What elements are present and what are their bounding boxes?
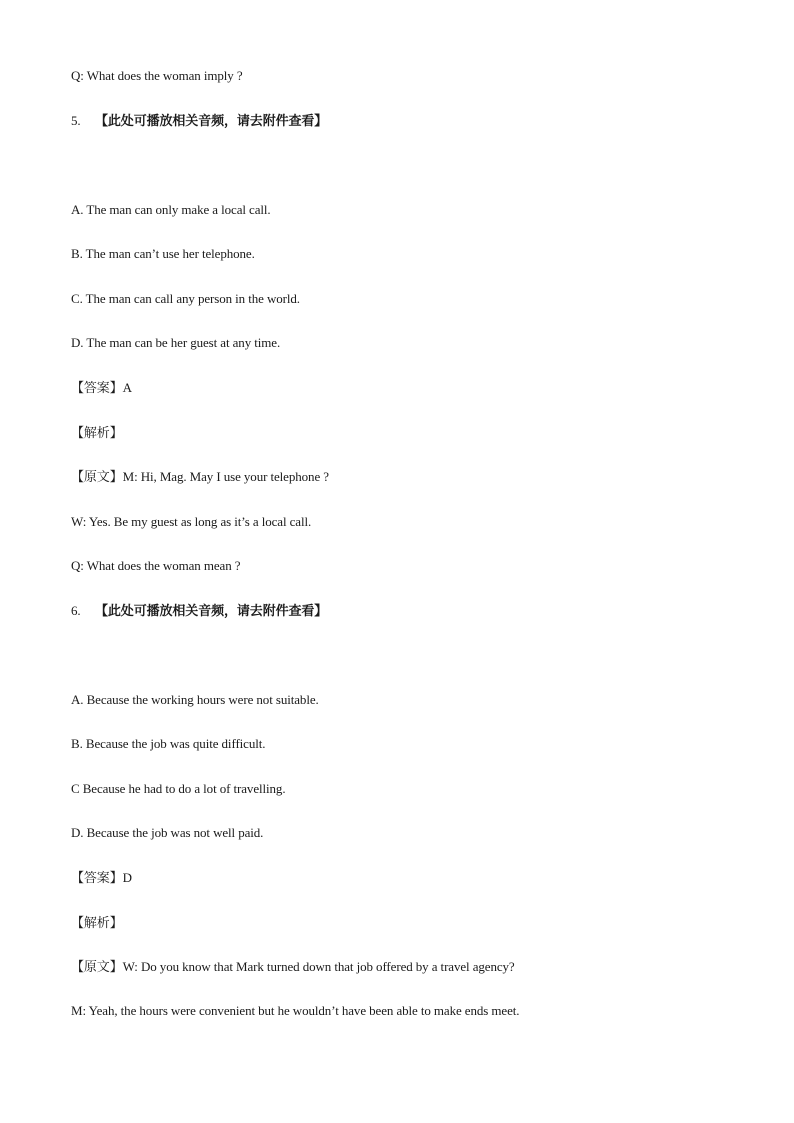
q6-analysis-label: 【解析】	[71, 915, 123, 930]
q6-option-a: A. Because the working hours were not suitable.	[71, 692, 319, 707]
q5-option-d: D. The man can be her guest at any time.	[71, 335, 281, 350]
q6-transcript-line-2: M: Yeah, the hours were convenient but he wouldn’t have been able to make ends meet.	[71, 1003, 520, 1018]
q6-answer-value: D	[122, 870, 132, 885]
q5-answer-label: 【答案】	[71, 380, 123, 395]
q5-question: Q: What does the woman mean ?	[71, 558, 241, 573]
q6-answer	[71, 869, 132, 887]
q6-audio-note: 【此处可播放相关音频，请去附件查看】	[95, 603, 328, 618]
q6-option-c: C Because he had to do a lot of travelling.	[71, 781, 286, 796]
q5-transcript-label: 【原文】	[71, 469, 123, 484]
q6-transcript-text-1: W: Do you know that Mark turned down that job offered by a travel agency?	[122, 959, 515, 974]
q4-question: Q: What does the woman imply ?	[71, 68, 243, 83]
q6-answer-label: 【答案】	[71, 870, 123, 885]
q5-option-b: B. The man can’t use her telephone.	[71, 246, 255, 261]
q5-transcript-line-1	[71, 468, 329, 486]
q5-heading	[71, 112, 327, 130]
q6-transcript-line-1	[71, 958, 515, 976]
q6-heading	[71, 602, 327, 620]
q6-number: 6.	[71, 603, 81, 618]
q5-option-c: C. The man can call any person in the world.	[71, 291, 300, 306]
q5-answer-value: A	[122, 380, 132, 395]
q5-number: 5.	[71, 113, 81, 128]
q6-transcript-label: 【原文】	[71, 959, 123, 974]
q5-answer	[71, 379, 132, 397]
q5-analysis-label: 【解析】	[71, 425, 123, 440]
q6-option-d: D. Because the job was not well paid.	[71, 825, 264, 840]
q5-audio-note: 【此处可播放相关音频，请去附件查看】	[95, 113, 328, 128]
q5-transcript-line-2: W: Yes. Be my guest as long as it’s a local call.	[71, 514, 312, 529]
q5-transcript-text-1: M: Hi, Mag. May I use your telephone ?	[122, 469, 329, 484]
q5-option-a: A. The man can only make a local call.	[71, 202, 271, 217]
q6-option-b: B. Because the job was quite difficult.	[71, 736, 266, 751]
